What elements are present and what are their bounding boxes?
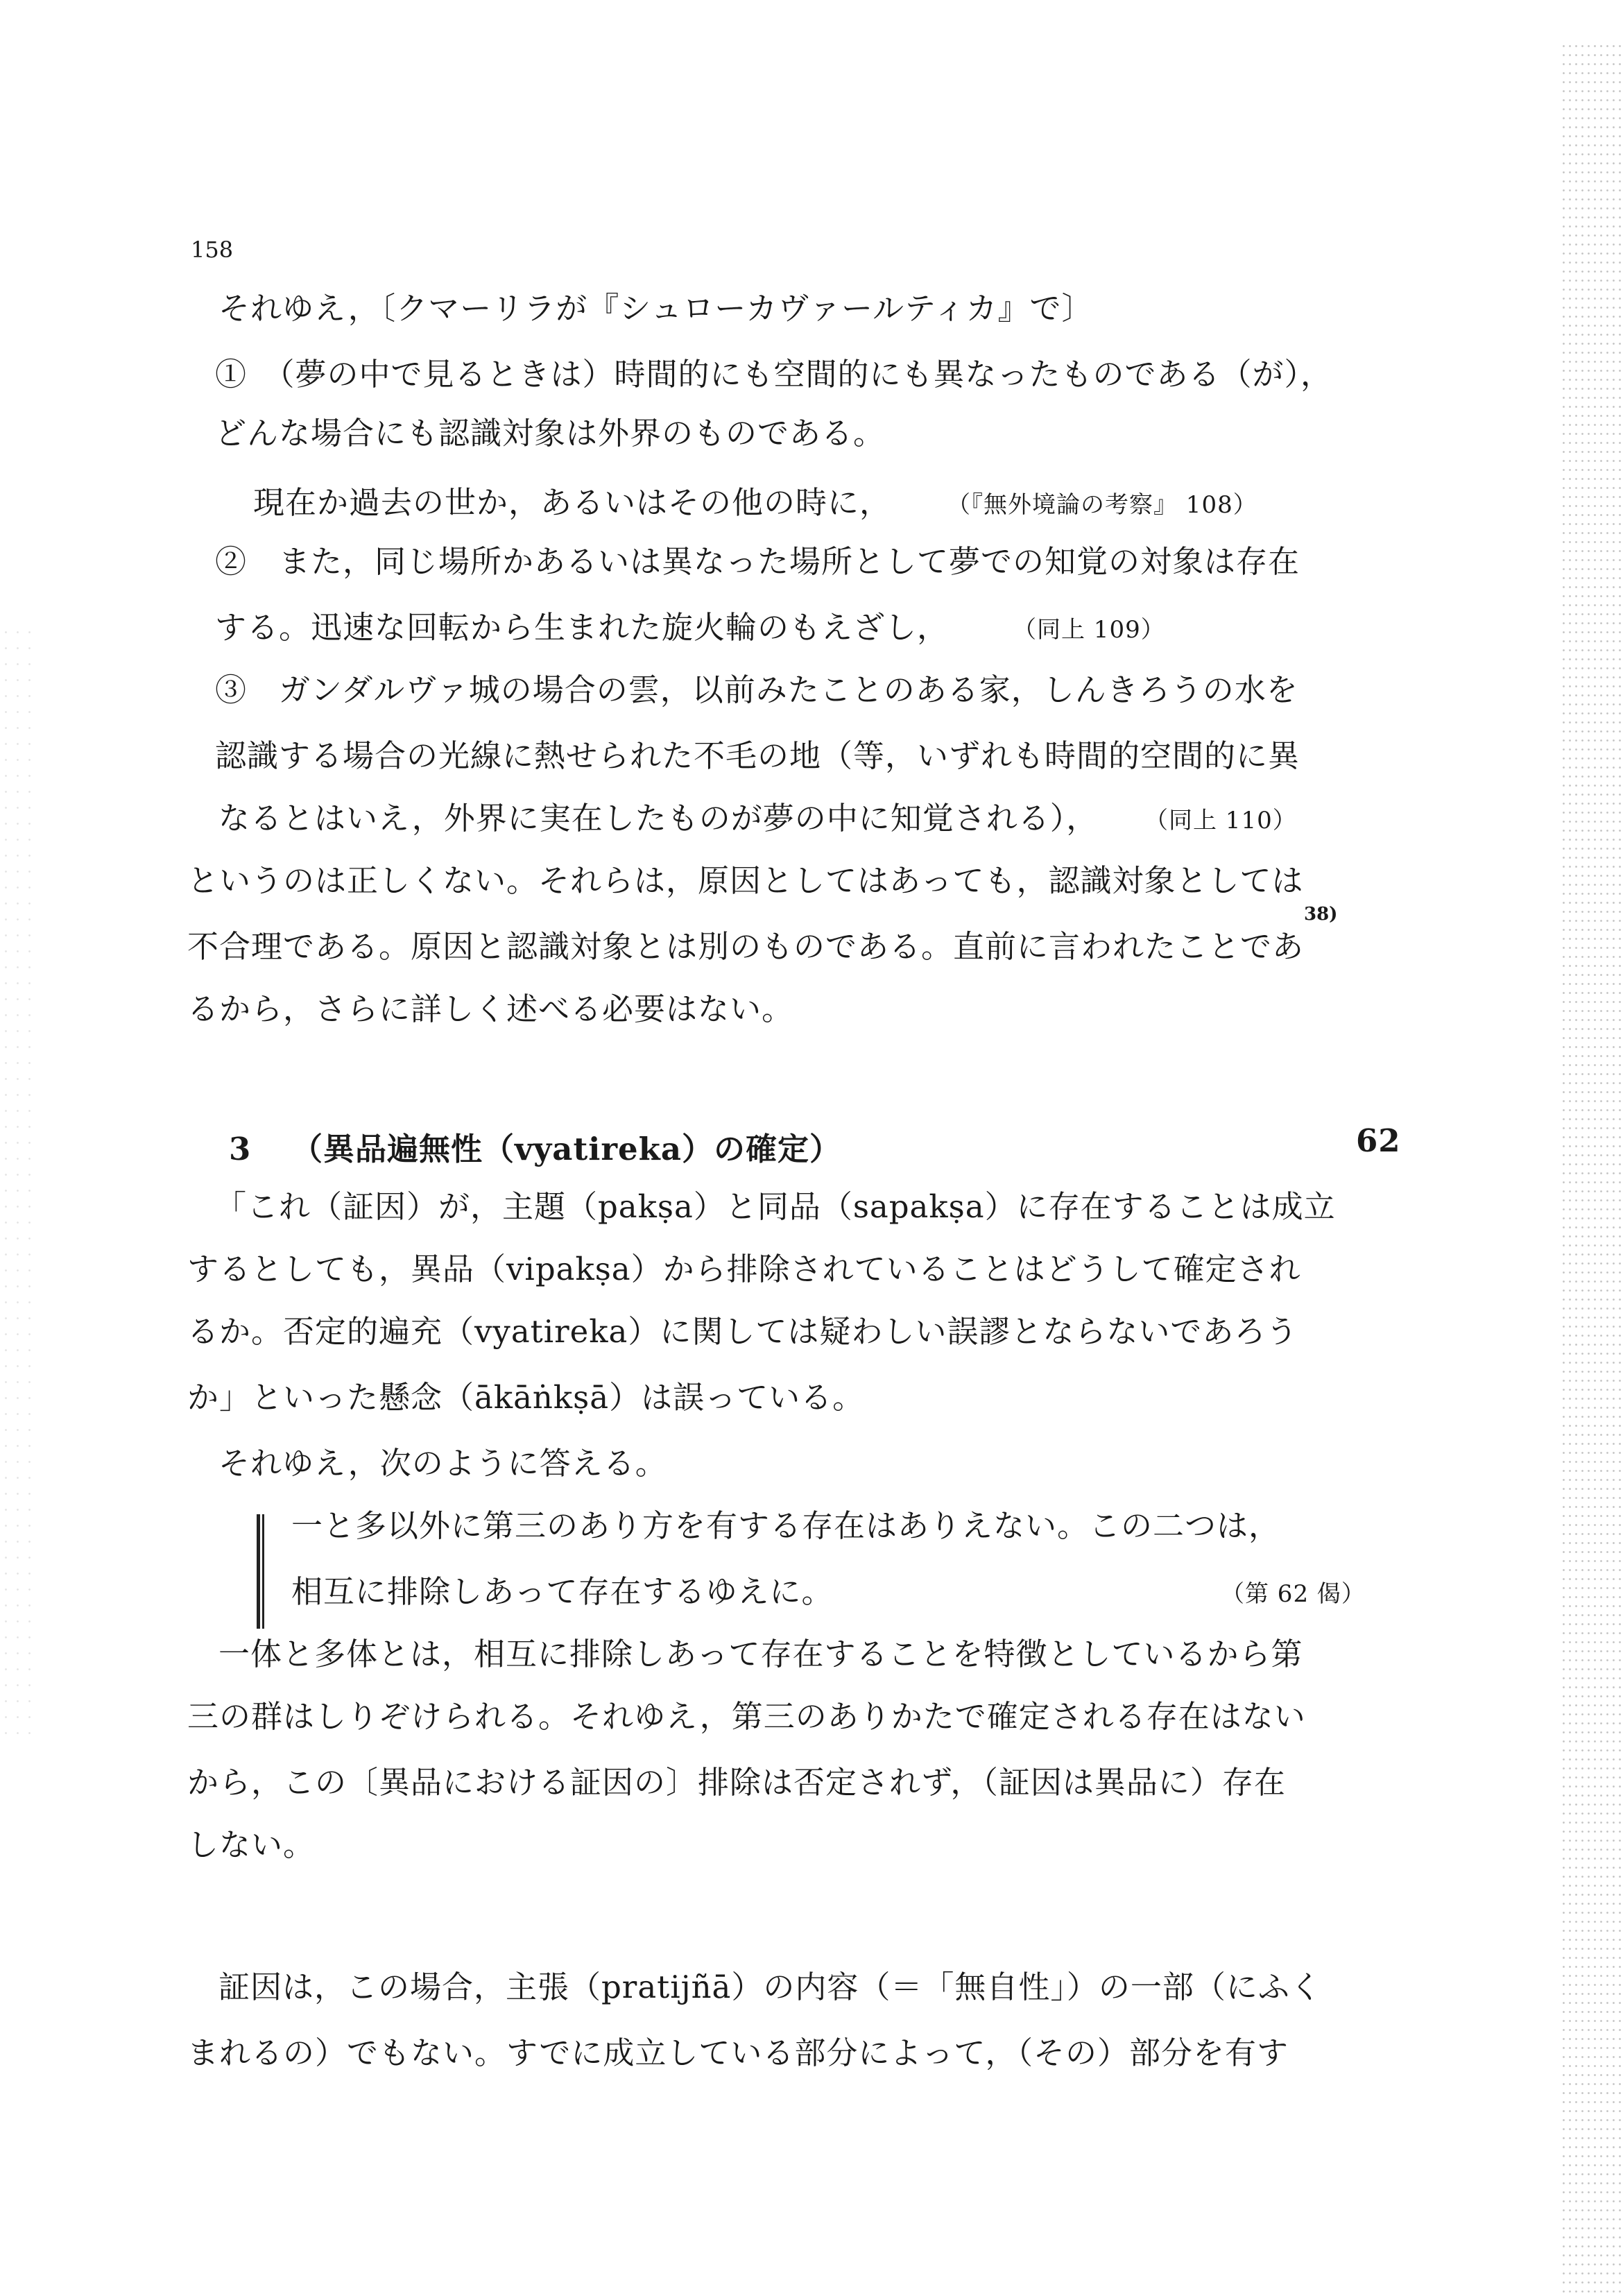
text-line: しない。: [187, 1826, 316, 1863]
text-line: るから，さらに詳しく述べる必要はない。: [187, 991, 794, 1027]
scan-edge-noise: [1561, 42, 1623, 2296]
text-line: する。迅速な回転から生まれた旋火輪のもえざし，: [215, 609, 950, 646]
text-line: 不合理である。原因と認識対象とは別のものである。直前に言われたことであ: [187, 928, 1305, 965]
text-line: ① （夢の中で見るときは）時間的にも空間的にも異なったものである（が），: [215, 356, 1333, 393]
text-line: まれるの）でもない。すでに成立している部分によって，（その）部分を有す: [187, 2034, 1289, 2071]
text-line: 「これ（証因）が，主題（pakṣa）と同品（sapakṣa）に存在することは成立: [215, 1188, 1336, 1225]
text-line: 証因は，この場合，主張（pratijñā）の内容（＝「無自性」）の一部（にふく: [218, 1969, 1322, 2005]
text-line: どんな場合にも認識対象は外界のものである。: [215, 415, 886, 452]
verse-number: 62: [1356, 1122, 1401, 1159]
text-line: 三の群はしりぞけられる。それゆえ，第三のありかたで確定される存在はない: [187, 1698, 1306, 1735]
text-line: るか。否定的遍充（vyatireka）に関しては疑わしい誤謬とならないであろう: [187, 1313, 1298, 1350]
citation: （『無外境論の考察』 108）: [947, 491, 1257, 519]
text-line: というのは正しくない。それらは，原因としてはあっても，認識対象としては: [187, 862, 1304, 899]
verse-line: 一と多以外に第三のあり方を有する存在はありえない。この二つは，: [291, 1507, 1281, 1544]
footnote-marker: 38): [1304, 904, 1338, 925]
text-line: するとしても，異品（vipakṣa）から排除されていることはどうして確定され: [187, 1251, 1301, 1287]
text-line: 一体と多体とは，相互に排除しあって存在することを特徴としているから第: [218, 1636, 1303, 1672]
text-line: それゆえ，〔クマーリラが『シュローカヴァールティカ』で〕: [218, 290, 1094, 327]
text-line: それゆえ，次のように答える。: [218, 1445, 667, 1482]
text-line: 現在か過去の世か，あるいはその他の時に，: [253, 484, 892, 521]
citation: （同上 109）: [1013, 616, 1165, 644]
section-number: 3: [229, 1131, 252, 1167]
verse-rule: [257, 1514, 264, 1629]
text-line: なるとはいえ，外界に実在したものが夢の中に知覚される），: [218, 800, 1099, 837]
text-line: から，この〔異品における証因の〕排除は否定されず，（証因は異品に）存在: [187, 1764, 1286, 1801]
text-line: か」といった懸念（ākāṅkṣā）は誤っている。: [187, 1379, 865, 1416]
text-line: ③ ガンダルヴァ城の場合の雲，以前みたことのある家，しんきろうの水を: [215, 671, 1298, 708]
verse-reference: （第 62 偈）: [1221, 1580, 1366, 1608]
text-line: 認識する場合の光線に熱せられた不毛の地（等，いずれも時間的空間的に異: [215, 737, 1300, 774]
scan-margin-noise: [0, 624, 38, 1734]
citation: （同上 110）: [1144, 807, 1297, 834]
section-heading: （異品遍無性（vyatireka）の確定）: [291, 1131, 842, 1167]
verse-line: 相互に排除しあって存在するゆえに。: [291, 1573, 834, 1610]
page-number: 158: [191, 237, 234, 263]
text-line: ② また，同じ場所かあるいは異なった場所として夢での知覚の対象は存在: [215, 543, 1300, 580]
